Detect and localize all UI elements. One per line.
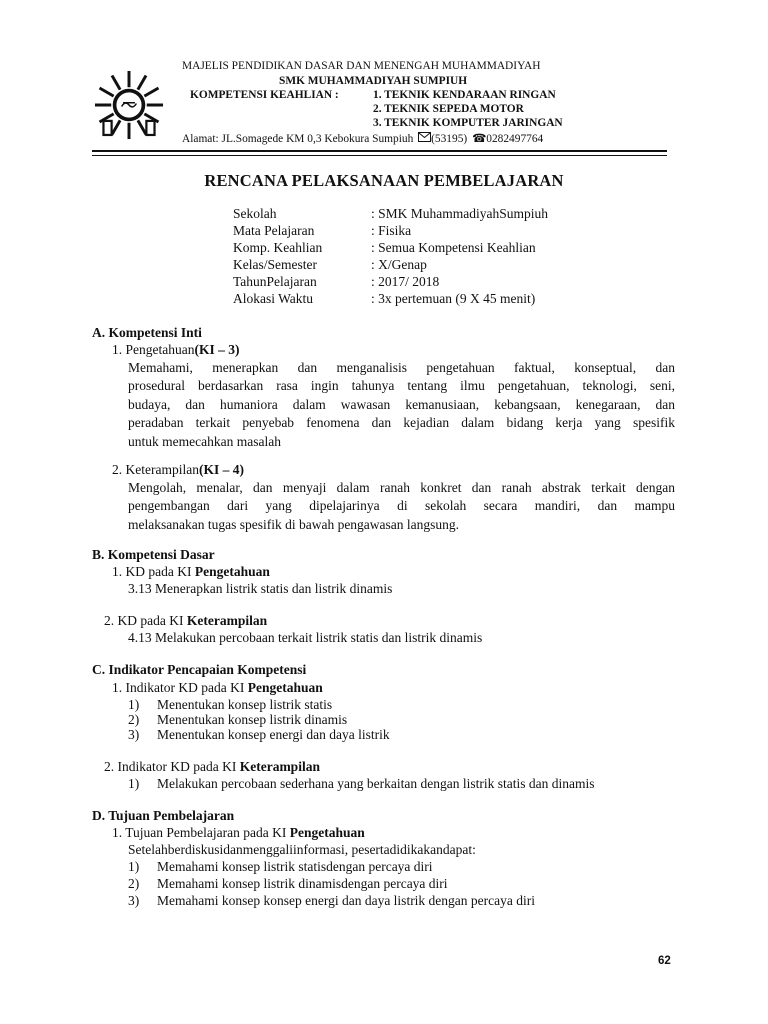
ki3-heading bbox=[112, 342, 239, 358]
kd-skill-heading bbox=[104, 613, 267, 629]
list-item: Memahami konsep listrik statisdengan percaya diri bbox=[157, 859, 433, 874]
list-number: 1) bbox=[128, 859, 140, 874]
kd-3-13: 3.13 Menerapkan listrik statis dan listrik dinamis bbox=[128, 581, 393, 596]
indicator-knowledge-heading bbox=[112, 680, 323, 696]
header-rule-thin bbox=[92, 155, 667, 156]
list-item: Menentukan konsep listrik statis bbox=[157, 697, 333, 712]
ki3-paragraph bbox=[128, 359, 675, 451]
phone-number: 0282497764 bbox=[486, 133, 544, 145]
page-number: 62 bbox=[658, 955, 671, 967]
section-d-heading: D. Tujuan Pembelajaran bbox=[92, 808, 235, 823]
section-a-heading: A. Kompetensi Inti bbox=[92, 325, 202, 340]
ki3-label: 1. Pengetahuan bbox=[112, 342, 195, 357]
paragraph-line: budaya, dan humaniora dalam wawasan kemanusiaan, kebangsaan, kenegaraan, dan bbox=[128, 396, 675, 412]
list-number: 2) bbox=[128, 712, 140, 727]
objective-intro: Setelahberdiskusidanmenggaliinformasi, pesertadidikakandapat: bbox=[128, 842, 476, 857]
document-title: RENCANA PELAKSANAAN PEMBELAJARAN bbox=[204, 171, 564, 190]
postal-code: (53195) bbox=[431, 133, 468, 145]
paragraph-line: prosedural berdasarkan rasa ingin tahunya tentang ilmu pengetahuan, teknologi, seni, bbox=[128, 378, 675, 394]
indicator-bold: Pengetahuan bbox=[247, 680, 323, 695]
info-value: : Fisika bbox=[371, 223, 412, 238]
program-2: 2. TEKNIK SEPEDA MOTOR bbox=[373, 103, 524, 115]
info-value: : 3x pertemuan (9 X 45 menit) bbox=[371, 291, 536, 306]
logo-ray bbox=[138, 120, 146, 134]
indicator-skill-heading bbox=[104, 759, 320, 775]
section-c-heading: C. Indikator Pencapaian Kompetensi bbox=[92, 662, 307, 677]
objective-prefix: 1. Tujuan Pembelajaran pada KI bbox=[112, 825, 290, 840]
muhammadiyah-logo bbox=[92, 68, 166, 142]
paragraph-line: pengembangan dari yang dipelajarinya di sekolah secara mandiri, dan mampu bbox=[128, 498, 675, 514]
paragraph-line: Mengolah, menalar, dan menyaji dalam ranah konkret dan ranah abstrak terkait dengan bbox=[128, 480, 675, 495]
list-item: Menentukan konsep energi dan daya listrik bbox=[157, 727, 390, 742]
mail-icon bbox=[418, 132, 431, 142]
header-rule-thick bbox=[92, 150, 667, 152]
info-label: Mata Pelajaran bbox=[233, 223, 315, 238]
info-label: Komp. Keahlian bbox=[233, 240, 323, 255]
objective-knowledge-heading bbox=[112, 825, 365, 841]
info-value: : X/Genap bbox=[371, 257, 427, 272]
kd-bold: Pengetahuan bbox=[194, 564, 270, 579]
paragraph-line: peradaban terkait penyebab fenomena dan kejadian dalam bidang kerja yang spesifik bbox=[128, 415, 675, 431]
letterhead-line1: MAJELIS PENDIDIKAN DASAR DAN MENENGAH MUHAMMADIYAH bbox=[182, 60, 541, 72]
info-value: : Semua Kompetensi Keahlian bbox=[371, 240, 536, 255]
objective-bold: Pengetahuan bbox=[289, 825, 365, 840]
info-label: Alokasi Waktu bbox=[233, 291, 314, 306]
kd-bold: Keterampilan bbox=[186, 613, 268, 628]
section-b-heading: B. Kompetensi Dasar bbox=[92, 547, 215, 562]
ki4-code: (KI – 4) bbox=[198, 462, 244, 477]
kd-prefix: 2. KD pada KI bbox=[104, 613, 187, 628]
logo-ray bbox=[138, 76, 146, 90]
address-line bbox=[182, 131, 543, 145]
logo-ray bbox=[112, 76, 120, 90]
list-item: Memahami konsep listrik dinamisdengan percaya diri bbox=[157, 876, 448, 891]
kd-4-13: 4.13 Melakukan percobaan terkait listrik statis dan listrik dinamis bbox=[128, 630, 483, 645]
logo-ray bbox=[100, 88, 114, 96]
info-value: : SMK MuhammadiyahSumpiuh bbox=[371, 206, 549, 221]
ki4-paragraph bbox=[128, 479, 675, 534]
ki3-code: (KI – 3) bbox=[194, 342, 240, 357]
logo-ray bbox=[112, 120, 120, 134]
program-1: 1. TEKNIK KENDARAAN RINGAN bbox=[373, 89, 556, 101]
paragraph-line: melaksanakan tugas spesifik di bawah pengawasan langsung. bbox=[128, 516, 460, 532]
list-item: Melakukan percobaan sederhana yang berkaitan dengan listrik statis dan dinamis bbox=[157, 776, 595, 791]
phone-icon: ☎ bbox=[472, 133, 487, 145]
list-item: Menentukan konsep listrik dinamis bbox=[157, 712, 348, 727]
competency-label: KOMPETENSI KEAHLIAN : bbox=[190, 89, 339, 101]
ki4-heading bbox=[112, 462, 244, 478]
program-3: 3. TEKNIK KOMPUTER JARINGAN bbox=[373, 117, 563, 129]
indicator-prefix: 1. Indikator KD pada KI bbox=[112, 680, 248, 695]
indicator-prefix: 2. Indikator KD pada KI bbox=[104, 759, 240, 774]
list-number: 2) bbox=[128, 876, 140, 891]
address: Alamat: JL.Somagede KM 0,3 Kebokura Sumpiuh bbox=[182, 133, 414, 145]
info-label: Kelas/Semester bbox=[233, 257, 317, 272]
info-label: Sekolah bbox=[233, 206, 277, 221]
ki4-label: 2. Keterampilan bbox=[112, 462, 199, 477]
list-number: 1) bbox=[128, 776, 140, 791]
list-item: Memahami konsep konsep energi dan daya listrik dengan percaya diri bbox=[157, 893, 536, 908]
paragraph-line: Memahami, menerapkan dan menganalisis pengetahuan faktual, konseptual, dan bbox=[128, 360, 675, 375]
list-number: 1) bbox=[128, 697, 140, 712]
list-number: 3) bbox=[128, 893, 140, 908]
kd-prefix: 1. KD pada KI bbox=[112, 564, 195, 579]
list-number: 3) bbox=[128, 727, 140, 742]
indicator-bold: Keterampilan bbox=[239, 759, 320, 774]
info-value: : 2017/ 2018 bbox=[371, 274, 440, 289]
school-name: SMK MUHAMMADIYAH SUMPIUH bbox=[279, 75, 468, 87]
paragraph-line: untuk memecahkan masalah bbox=[128, 433, 281, 449]
logo-ray bbox=[144, 88, 158, 96]
info-label: TahunPelajaran bbox=[233, 274, 317, 289]
kd-knowledge-heading bbox=[112, 564, 270, 580]
